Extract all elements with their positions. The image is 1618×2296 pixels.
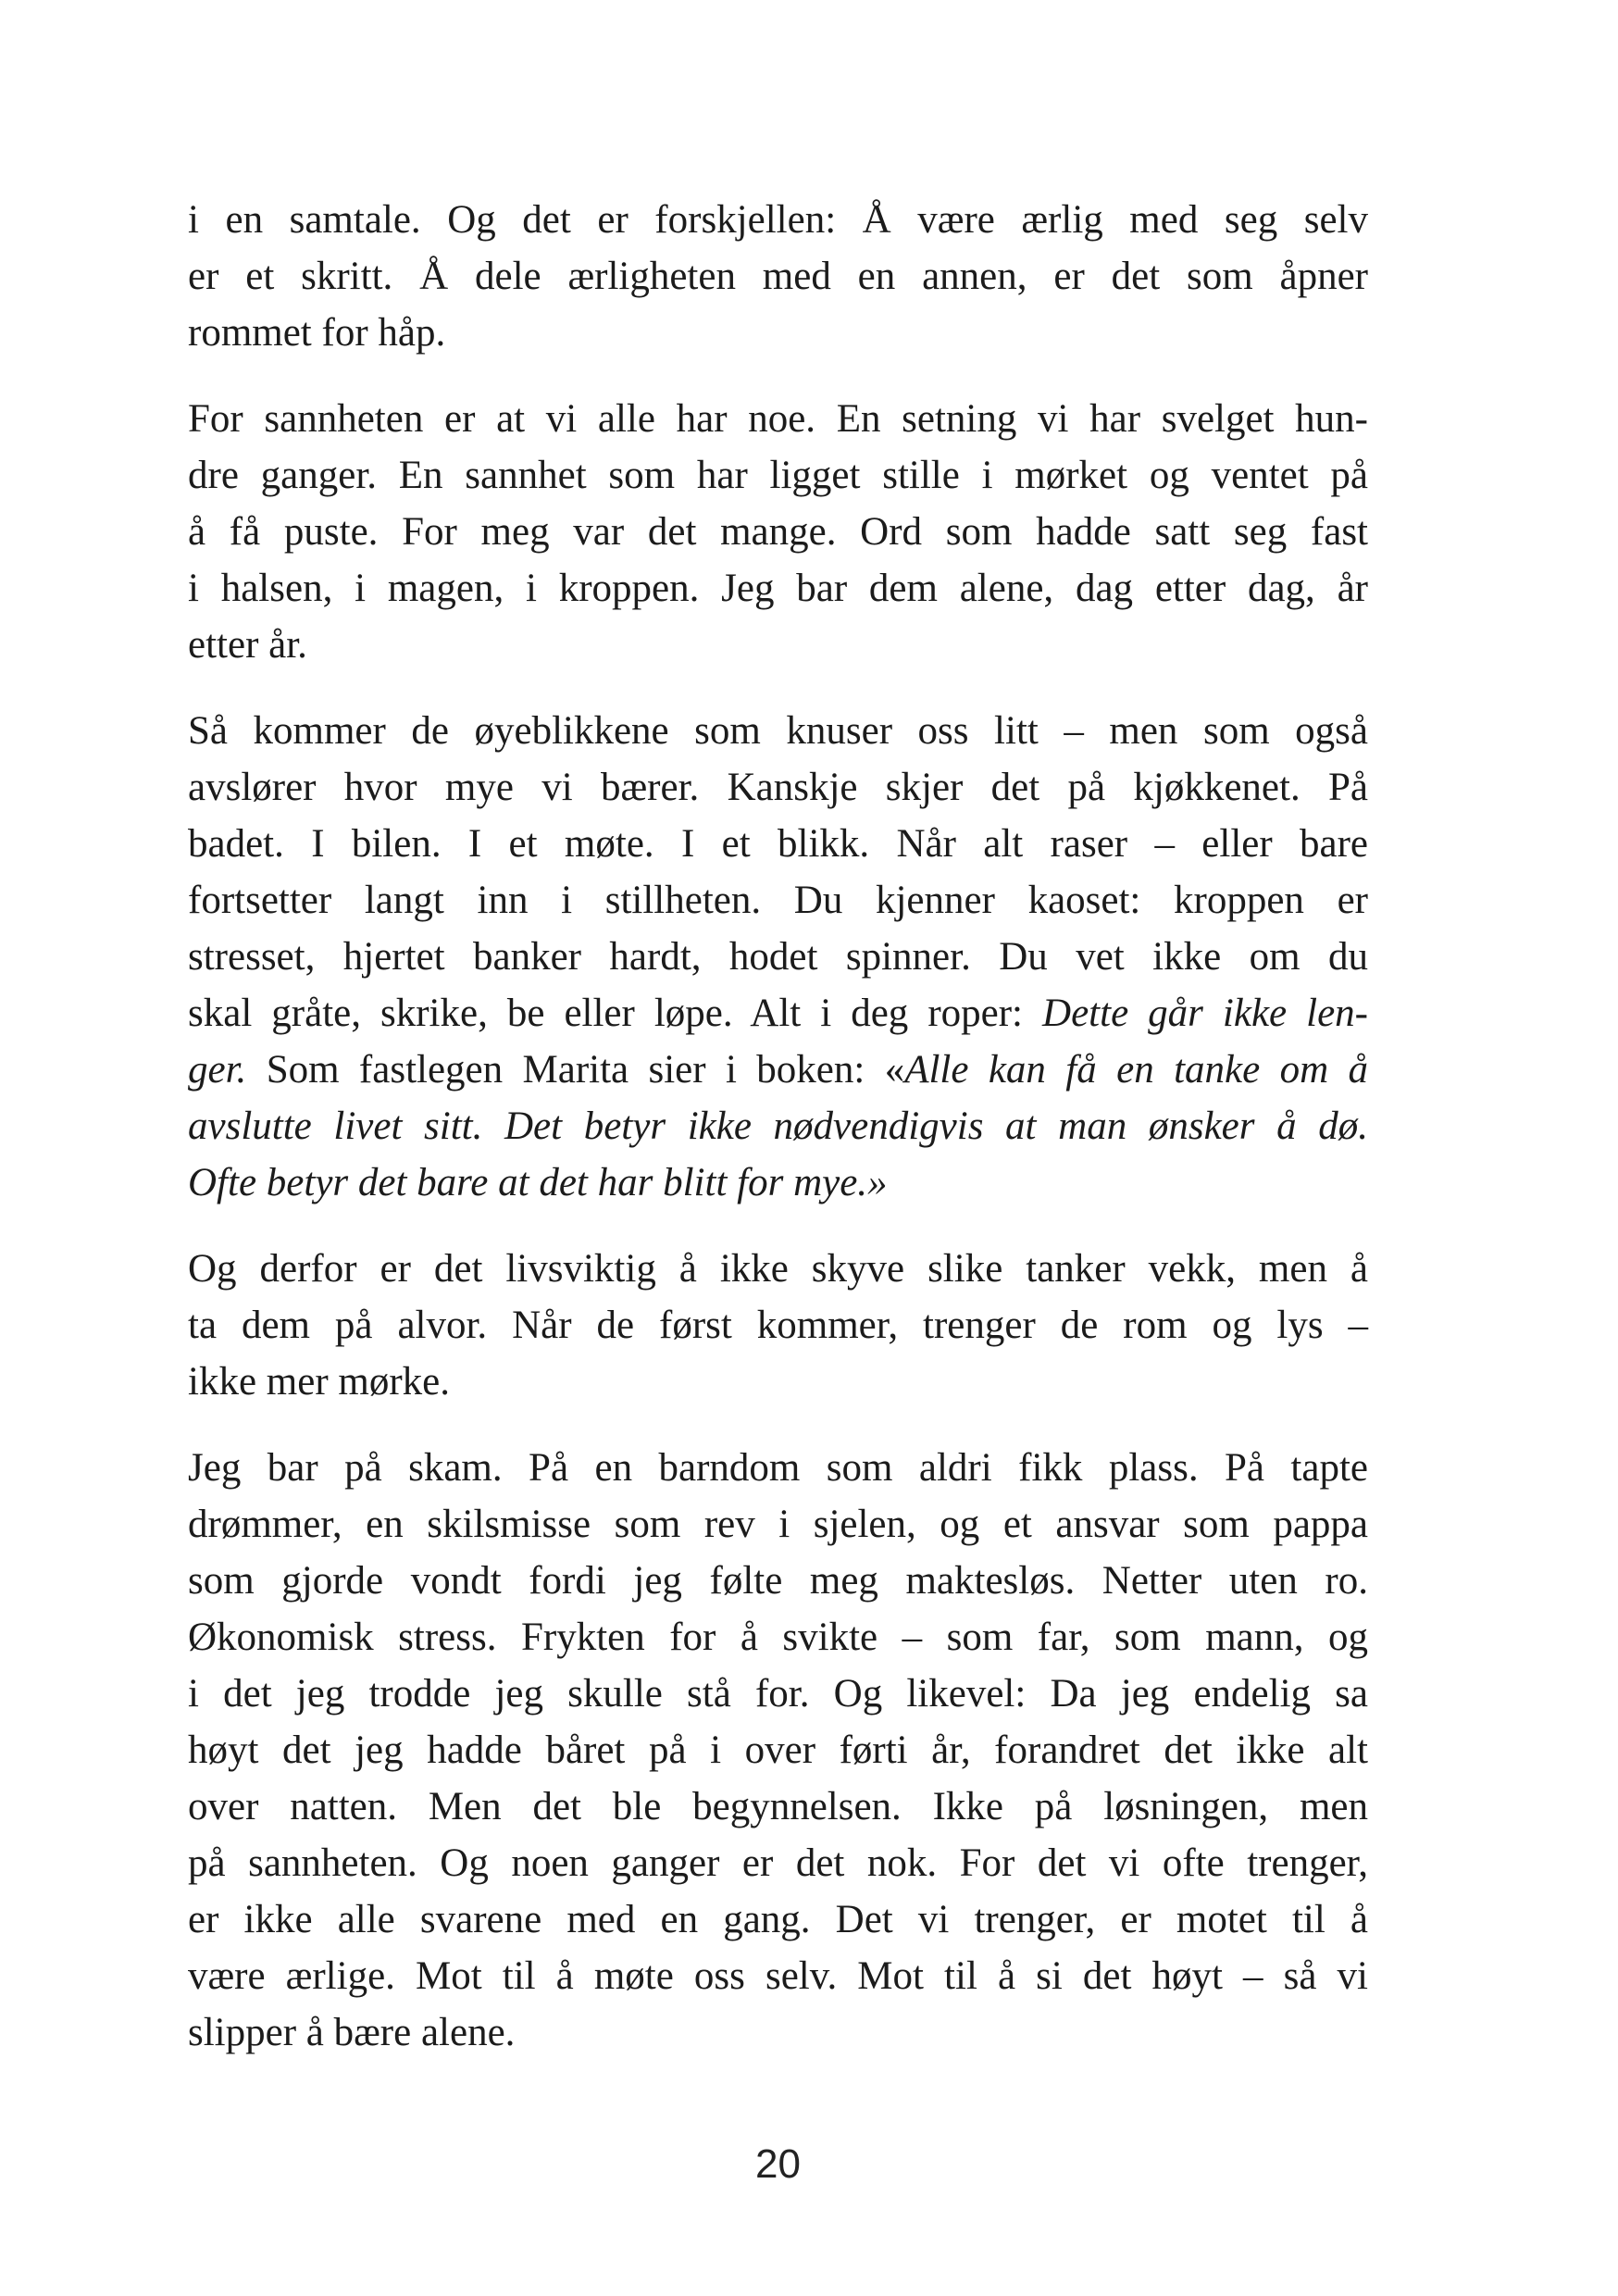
paragraph	[188, 1440, 1368, 2061]
paragraph	[188, 391, 1368, 673]
text-segment: Økonomisk stress. Frykten for å svikte – som far, som mann, og	[188, 1616, 1368, 1659]
text-segment: høyt det jeg hadde båret på i over førti år, forandret det ikke alt	[188, 1728, 1368, 1772]
text-line	[188, 1354, 1368, 1410]
text-segment: Ofte betyr det bare at det har blitt for mye.»	[188, 1161, 888, 1204]
text-segment: i en samtale. Og det er forskjellen: Å være ærlig med seg selv	[188, 198, 1368, 242]
text-segment: ikke mer mørke.	[188, 1360, 450, 1404]
text-line	[188, 1098, 1368, 1154]
text-segment: Dette går ikke len-	[1042, 992, 1368, 1035]
text-line	[188, 759, 1368, 816]
text-segment: dre ganger. En sannhet som har ligget stille i mørket og ventet på	[188, 454, 1368, 497]
text-line	[188, 1440, 1368, 1496]
text-line	[188, 703, 1368, 759]
text-segment: avslører hvor mye vi bærer. Kanskje skjer det på kjøkkenet. På	[188, 766, 1368, 809]
text-segment: som gjorde vondt fordi jeg følte meg maktesløs. Netter uten ro.	[188, 1559, 1368, 1603]
text-segment: rommet for håp.	[188, 311, 446, 355]
text-segment: ger.	[188, 1048, 247, 1092]
text-segment: over natten. Men det ble begynnelsen. Ikke på løsningen, men	[188, 1785, 1368, 1828]
text-segment: Som fastlegen Marita sier i boken: «	[246, 1048, 905, 1092]
text-line	[188, 560, 1368, 617]
text-line	[188, 1778, 1368, 1835]
text-segment: drømmer, en skilsmisse som rev i sjelen, og et ansvar som pappa	[188, 1503, 1368, 1546]
text-line	[188, 192, 1368, 248]
text-line	[188, 929, 1368, 985]
text-segment: For sannheten er at vi alle har noe. En setning vi har svelget hun-	[188, 397, 1368, 441]
text-line	[188, 617, 1368, 673]
text-segment: i halsen, i magen, i kroppen. Jeg bar dem alene, dag etter dag, år	[188, 567, 1368, 610]
text-line	[188, 1553, 1368, 1609]
text-line	[188, 816, 1368, 872]
page-number: 20	[755, 2141, 801, 2187]
text-line	[188, 1835, 1368, 1891]
text-segment: avslutte livet sitt. Det betyr ikke nødvendigvis at man ønsker å dø.	[188, 1104, 1368, 1148]
text-line	[188, 504, 1368, 560]
text-line	[188, 1948, 1368, 2004]
text-line	[188, 985, 1368, 1042]
text-segment: er et skritt. Å dele ærligheten med en annen, er det som åpner	[188, 255, 1368, 298]
text-segment: å få puste. For meg var det mange. Ord som hadde satt seg fast	[188, 510, 1368, 554]
text-segment: er ikke alle svarene med en gang. Det vi trenger, er motet til å	[188, 1898, 1368, 1941]
text-line	[188, 1042, 1368, 1098]
text-segment: etter år.	[188, 623, 307, 667]
text-line	[188, 391, 1368, 447]
text-line	[188, 872, 1368, 929]
text-line	[188, 1722, 1368, 1778]
text-line	[188, 1496, 1368, 1553]
text-segment: på sannheten. Og noen ganger er det nok. For det vi ofte trenger,	[188, 1841, 1368, 1885]
text-segment: ta dem på alvor. Når de først kommer, trenger de rom og lys –	[188, 1304, 1368, 1347]
page-text	[188, 192, 1368, 2061]
text-line	[188, 1891, 1368, 1948]
text-segment: Jeg bar på skam. På en barndom som aldri fikk plass. På tapte	[188, 1446, 1368, 1490]
paragraph	[188, 703, 1368, 1211]
text-line	[188, 2004, 1368, 2061]
text-segment: badet. I bilen. I et møte. I et blikk. Når alt raser – eller bare	[188, 822, 1368, 866]
paragraph	[188, 192, 1368, 361]
text-line	[188, 1297, 1368, 1354]
text-segment: stresset, hjertet banker hardt, hodet spinner. Du vet ikke om du	[188, 935, 1368, 979]
text-line	[188, 1609, 1368, 1666]
text-segment: Så kommer de øyeblikkene som knuser oss litt – men som også	[188, 709, 1368, 753]
text-segment: fortsetter langt inn i stillheten. Du kjenner kaoset: kroppen er	[188, 879, 1368, 922]
text-segment: Alle kan få en tanke om å	[904, 1048, 1368, 1092]
text-segment: Og derfor er det livsviktig å ikke skyve slike tanker vekk, men å	[188, 1247, 1368, 1291]
text-segment: slipper å bære alene.	[188, 2011, 516, 2054]
text-line	[188, 248, 1368, 305]
text-segment: i det jeg trodde jeg skulle stå for. Og likevel: Da jeg endelig sa	[188, 1672, 1368, 1716]
text-line	[188, 1666, 1368, 1722]
text-line	[188, 1154, 1368, 1211]
text-segment: skal gråte, skrike, be eller løpe. Alt i deg roper:	[188, 992, 1043, 1035]
text-line	[188, 1241, 1368, 1297]
text-line	[188, 305, 1368, 361]
paragraph	[188, 1241, 1368, 1410]
text-line	[188, 447, 1368, 504]
text-segment: være ærlige. Mot til å møte oss selv. Mot til å si det høyt – så vi	[188, 1954, 1368, 1998]
